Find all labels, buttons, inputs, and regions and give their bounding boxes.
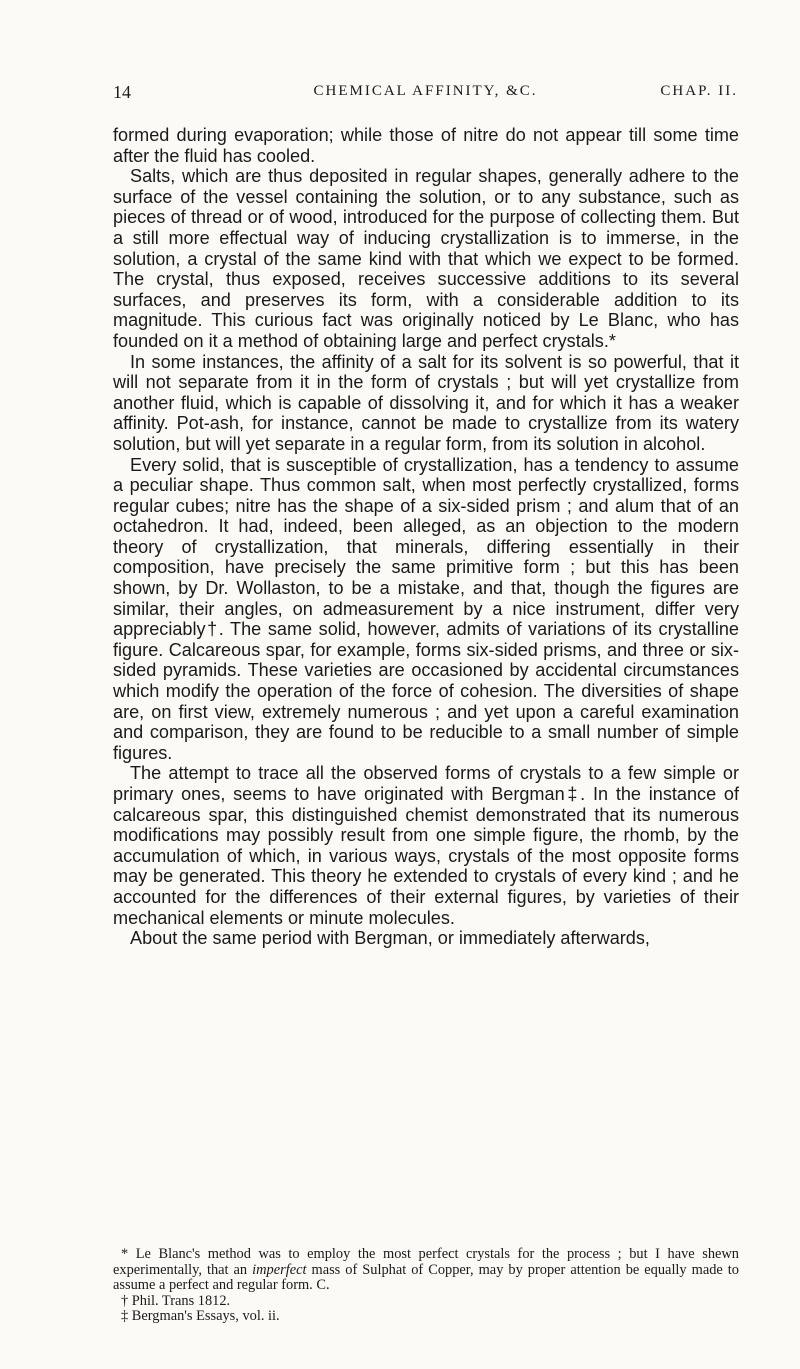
chapter-label: CHAP. II. (660, 83, 738, 99)
running-head (113, 82, 738, 106)
paragraph: formed during evaporation; while those of nitre do not appear till some time after the fluid has cooled. (113, 125, 739, 166)
paragraph: Every solid, that is susceptible of crystallization, has a tendency to assume a peculiar shape. Thus common salt, when most perfectly crystallized, forms regular cubes; nitre has the shape of a six-sided prism ; and alum that of an octahedron. It had, indeed, been alleged, as an objection to the modern theory of crystallization, that minerals, differing essentially in their composition, have precisely the same primitive form ; but this has been shown, by Dr. Wollaston, to be a mistake, and that, though the figures are similar, their angles, on admeasurement by a nice instrument, differ very appreciably†. The same solid, however, admits of variations of its crystalline figure. Calcareous spar, for example, forms six-sided prisms, and three or six-sided pyramids. These varieties are occasioned by accidental circumstances which modify the operation of the force of cohesion. The diversities of shape are, on first view, extremely numerous ; and yet upon a careful examination and comparison, they are found to be reducible to a small number of simple figures. (113, 454, 739, 763)
paragraph: Salts, which are thus deposited in regular shapes, generally adhere to the surface of the vessel containing the solution, or to any substance, such as pieces of thread or of wood, introduced for the purpose of collecting them. But a still more effectual way of inducing crystallization is to immerse, in the solution, a crystal of the same kind with that which we expect to be formed. The crystal, thus exposed, receives successive additions to its several surfaces, and preserves its form, with a considerable addition to its magnitude. This curious fact was originally noticed by Le Blanc, who has founded on it a method of obtaining large and perfect crystals.* (113, 166, 739, 351)
page-number: 14 (113, 82, 131, 102)
body-text (113, 125, 739, 949)
footnote-dagger: † Phil. Trans 1812. (121, 1292, 231, 1309)
footnote-star-text-a: * Le Blanc's method was to employ the most perfect crystals for the process ; but I have shewn experimentally, that an (113, 1246, 739, 1278)
footnote-star-text-b: mass of Sulphat of Copper, may by proper attention be equally made to assume a perfect and regular form. C. (113, 1261, 739, 1294)
paragraph: The attempt to trace all the observed forms of crystals to a few simple or primary ones, seems to have originated with Bergman‡. In the instance of calcareous spar, this distinguished chemist demonstrated that its numerous modifications may possibly result from one simple figure, the rhomb, by the accumulation of which, in various ways, crystals of the most opposite forms may be generated. This theory he extended to crystals of every kind ; and he accounted for the differences of their external figures, by varieties of their mechanical elements or minute molecules. (113, 763, 739, 928)
footnote-double-dagger: ‡ Bergman's Essays, vol. ii. (121, 1308, 280, 1325)
paragraph: About the same period with Bergman, or immediately afterwards, (130, 928, 650, 949)
footnotes (113, 1247, 739, 1325)
paragraph: In some instances, the affinity of a salt for its solvent is so powerful, that it will not separate from it in the form of crystals ; but will yet crystallize from another fluid, which is capable of dissolving it, and for which it has a weaker affinity. Pot-ash, for instance, cannot be made to crystallize from its watery solution, but will yet separate in a regular form, from its solution in alcohol. (113, 351, 739, 454)
running-title: CHEMICAL AFFINITY, &C. (313, 83, 538, 99)
footnote-star (113, 1247, 739, 1294)
footnote-star-emphasis: imperfect (252, 1261, 307, 1278)
